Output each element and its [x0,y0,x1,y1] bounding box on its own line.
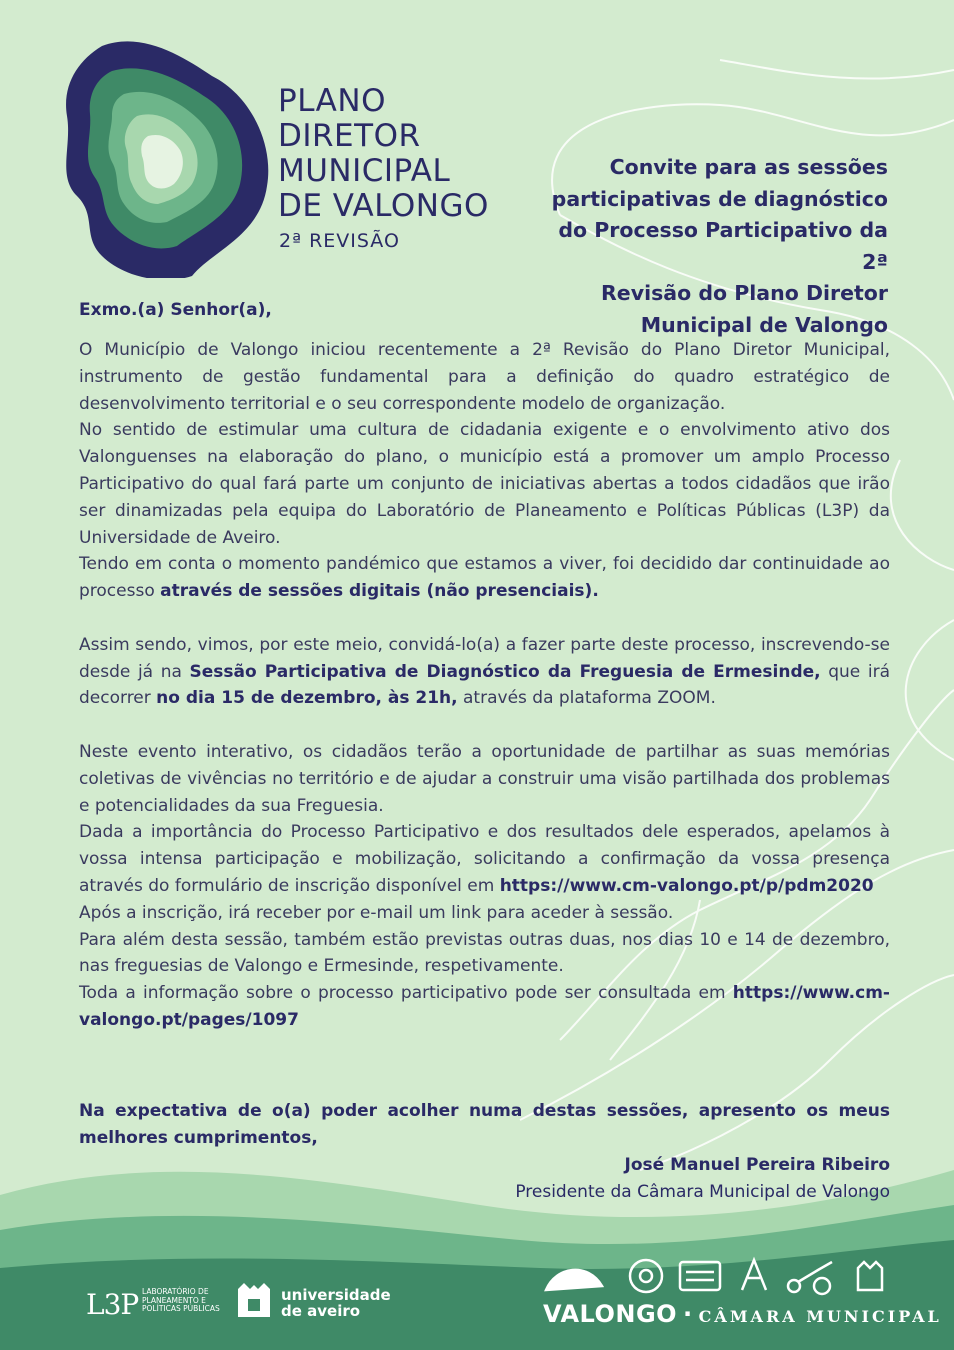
l3p-desc-line: LABORATÓRIO DE [142,1287,209,1296]
valongo-symbols-icon [542,1256,892,1304]
spacer [79,712,890,739]
emphasis: através de sessões digitais (não presenciais). [160,581,599,602]
spacer [79,605,890,632]
paragraph [79,551,890,605]
paragraph [79,980,890,1034]
signature-name: José Manuel Pereira Ribeiro [624,1155,890,1175]
cm-separator: · [683,1300,693,1328]
greeting: Exmo.(a) Senhor(a), [79,300,272,320]
l3p-description [142,1288,242,1314]
invite-title-line: participativas de diagnóstico [551,186,888,211]
paragraph [79,819,890,899]
logo-title-line: DE VALONGO [278,188,489,224]
invite-title-line: do Processo Participativo da 2ª [558,218,888,274]
closing: Na expectativa de o(a) poder acolher numa destas sessões, apresento os meus melhores cumprimentos, [79,1101,890,1148]
session-date: no dia 15 de dezembro, às 21h, [156,688,458,709]
letter-body [79,337,890,1034]
cm-label: CÂMARA MUNICIPAL [698,1307,942,1326]
logo-title [278,84,489,224]
logo-title-line: PLANO [278,83,386,119]
l3p-desc-line: PLANEAMENTO E [142,1295,206,1305]
info-link[interactable]: https://www.cm-valongo.pt/pages/1097 [79,983,890,1030]
text-span: que irá decorrer [79,661,890,709]
registration-link[interactable]: https://www.cm-valongo.pt/p/pdm2020 [499,875,874,896]
text-span: Assim sendo, vimos, por este meio, convidá-lo(a) a fazer parte deste processo, inscrevendo-se desde já na [79,634,890,682]
l3p-logo: L3P [86,1288,139,1321]
text-span: Tendo em conta o momento pandémico que estamos a viver, foi decidido dar continuidade ao processo [79,554,890,602]
paragraph: Neste evento interativo, os cidadãos terão a oportunidade de partilhar as suas memórias coletivas de vivências no território e de ajudar a construir uma visão partilhada dos problemas e potencialidades da sua Freguesia. [79,741,890,816]
text-span: Dada a importância do Processo Participativo e dos resultados dele esperados, apelamos à vossa intensa participação e mobilização, solicitando a confirmação da vossa presença através do formulário de inscrição disponível em [79,822,890,896]
l3p-desc-line: POLÍTICAS PÚBLICAS [142,1304,220,1313]
session-name: Sessão Participativa de Diagnóstico da Freguesia de Ermesinde, [189,661,821,682]
paragraph: O Município de Valongo iniciou recentemente a 2ª Revisão do Plano Diretor Municipal, instrumento de gestão fundamental para a definição do quadro estratégico de desenvolvimento territorial e o seu correspondente modelo de organização. [79,340,890,414]
paragraph: Para além desta sessão, também estão previstas outras duas, nos dias 10 e 14 de dezembro, nas freguesias de Valongo e Ermesinde, respetivamente. [79,929,890,977]
invite-title-line: Revisão do Plano Diretor [601,281,888,305]
text-span: através da plataforma ZOOM. [457,688,716,709]
ua-line: universidade [281,1286,391,1304]
signature [515,1152,890,1205]
logo-title-line: DIRETOR [278,118,421,154]
signature-title: Presidente da Câmara Municipal de Valongo [515,1181,890,1202]
invite-title-line: Convite para as sessões [609,155,888,179]
invite-title-line: Municipal de Valongo [640,312,888,337]
paragraph [79,632,890,712]
invite-title [528,152,888,341]
university-aveiro-icon [236,1281,272,1319]
paragraph: No sentido de estimular uma cultura de cidadania exigente e o envolvimento ativo dos Valonguenses na elaboração do plano, o município está a promover um amplo Processo Participativo do qual fará parte um conjunto de iniciativas abertas a todos cidadãos que irão ser dinamizadas pela equipa do Laboratório de Planeamento e Políticas Públicas (L3P) da Universidade de Aveiro. [79,420,890,548]
logo-title-line: MUNICIPAL [278,153,451,189]
logo-subtitle: 2ª REVISÃO [279,230,400,252]
university-aveiro-name [281,1287,391,1319]
paragraph: Após a inscrição, irá receber por e-mail um link para aceder à sessão. [79,902,674,923]
cm-name: VALONGO [543,1300,678,1328]
pdm-logo-icon [62,36,274,278]
text-span: Toda a informação sobre o processo participativo pode ser consultada em [79,983,733,1004]
ua-line: de aveiro [281,1302,361,1320]
camara-municipal-logo [543,1300,942,1328]
